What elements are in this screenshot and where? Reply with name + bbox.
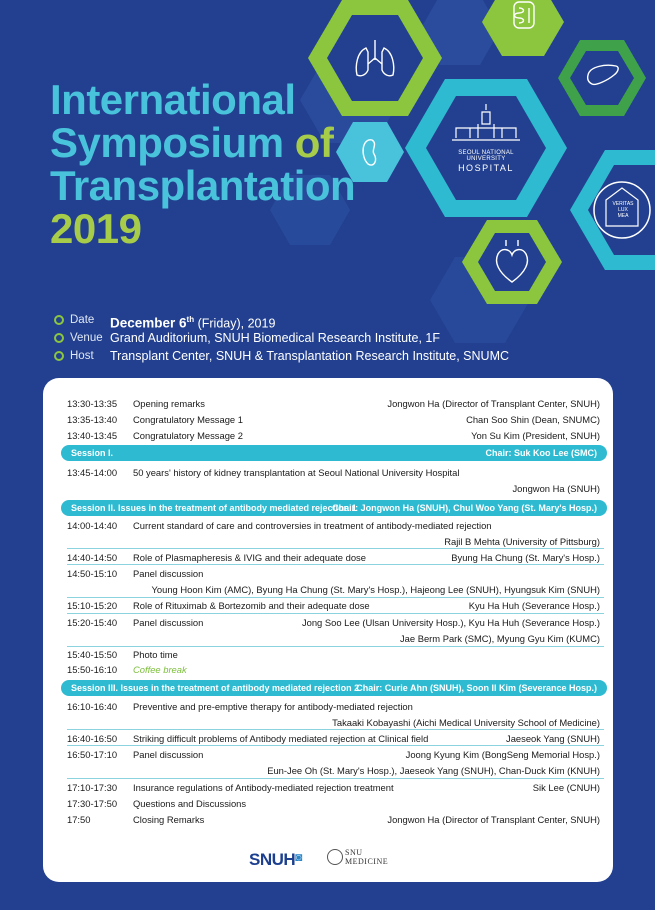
row-divider xyxy=(67,646,604,647)
program-row xyxy=(67,797,600,810)
row-speaker: Jong Soo Lee (Ulsan University Hosp.), Kyu Ha Huh (Severance Hosp.) xyxy=(301,617,600,628)
row-speaker: Kyu Ha Huh (Severance Hosp.) xyxy=(468,600,600,611)
session-name: Session I. xyxy=(71,448,114,458)
row-title: Photo time xyxy=(133,649,178,660)
program-row xyxy=(67,732,600,745)
row-time: 16:40-16:50 xyxy=(67,733,118,744)
symposium-title xyxy=(50,78,355,250)
title-line-1: International xyxy=(50,76,296,123)
seal-word-1: VERITAS xyxy=(612,201,634,207)
row-title: Insurance regulations of Antibody-mediated rejection treatment xyxy=(133,782,394,793)
program-row xyxy=(67,466,600,479)
session-header xyxy=(61,500,607,516)
venue-value: Grand Auditorium, SNUH Biomedical Research Institute, 1F xyxy=(110,331,440,345)
title-year: 2019 xyxy=(50,205,142,252)
row-divider xyxy=(67,548,604,549)
liver-hexagon xyxy=(558,40,646,116)
row-speaker: Young Hoon Kim (AMC), Byung Ha Chung (St. Mary's Hosp.), Hajeong Lee (SNUH), Hyungsuk Kim (SNUH) xyxy=(151,584,600,595)
program-row-cont xyxy=(67,482,600,495)
row-speaker: Jongwon Ha (Director of Transplant Center, SNUH) xyxy=(387,398,600,409)
program-row xyxy=(67,748,600,761)
row-time: 13:30-13:35 xyxy=(67,398,118,409)
row-time: 14:00-14:40 xyxy=(67,520,118,531)
row-time: 15:20-15:40 xyxy=(67,617,118,628)
title-symposium: Symposium xyxy=(50,119,284,166)
row-title: Opening remarks xyxy=(133,398,205,409)
program-row-cont xyxy=(67,535,600,548)
row-speaker: Jae Berm Park (SMC), Myung Gyu Kim (KUMC) xyxy=(399,633,600,644)
hospital-badge-line1: SEOUL NATIONAL UNIVERSITY xyxy=(458,150,514,162)
snuh-mark-icon: ◙ xyxy=(295,850,302,864)
seal-lettering xyxy=(610,201,636,219)
program-row xyxy=(67,413,600,426)
row-speaker: Jongwon Ha (SNUH) xyxy=(512,483,600,494)
program-row xyxy=(67,813,600,826)
session-name: Session II. Issues in the treatment of antibody mediated rejection 1 xyxy=(71,503,357,513)
row-title: Role of Plasmapheresis & IVIG and their adequate dose xyxy=(133,552,366,563)
title-line-3: Transplantation xyxy=(50,162,356,209)
row-speaker: Joong Kyung Kim (BongSeng Memorial Hosp.) xyxy=(405,749,600,760)
program-row xyxy=(67,663,600,676)
title-line-2 xyxy=(50,121,355,164)
row-divider xyxy=(67,613,604,614)
program-row-cont xyxy=(67,632,600,645)
row-speaker: Sik Lee (CNUH) xyxy=(532,782,600,793)
row-title: Questions and Discussions xyxy=(133,798,247,809)
program-row xyxy=(67,700,600,713)
row-title: Panel discussion xyxy=(133,617,204,628)
seal-word-2: LUX xyxy=(618,207,628,213)
program-row xyxy=(67,781,600,794)
row-divider xyxy=(67,564,604,565)
row-speaker: Jaeseok Yang (SNUH) xyxy=(506,733,600,744)
row-speaker: Rajil B Mehta (University of Pittsburg) xyxy=(444,536,600,547)
date-rest: (Friday), 2019 xyxy=(194,316,276,331)
program-row xyxy=(67,551,600,564)
row-title: Panel discussion xyxy=(133,568,204,579)
program-row xyxy=(67,648,600,661)
bullet-icon xyxy=(54,351,64,361)
intestine-hexagon xyxy=(482,0,564,56)
row-time: 15:40-15:50 xyxy=(67,649,118,660)
program-row-cont xyxy=(67,764,600,777)
row-time: 16:10-16:40 xyxy=(67,701,118,712)
snuh-logo-text: SNUH xyxy=(249,850,296,869)
seal-word-3: MEA xyxy=(617,213,629,219)
row-divider xyxy=(67,778,604,779)
row-title: Congratulatory Message 1 xyxy=(133,414,243,425)
host-value: Transplant Center, SNUH & Transplantation Research Institute, SNUMC xyxy=(110,349,510,363)
session-header xyxy=(61,445,607,461)
hospital-badge xyxy=(438,150,534,173)
row-time: 14:40-14:50 xyxy=(67,552,118,563)
snu-seal-small-icon xyxy=(327,849,343,865)
date-main: December 6 xyxy=(110,315,187,331)
program-row xyxy=(67,567,600,580)
program-row xyxy=(67,519,600,532)
row-speaker: Eun-Jee Oh (St. Mary's Hosp.), Jaeseok Yang (SNUH), Chan-Duck Kim (KNUH) xyxy=(267,765,600,776)
snuh-logo xyxy=(249,850,302,870)
row-time: 13:35-13:40 xyxy=(67,414,118,425)
session-chair: Chair: Curie Ahn (SNUH), Soon Il Kim (Severance Hosp.) xyxy=(356,683,597,693)
program-row xyxy=(67,429,600,442)
title-of: of xyxy=(294,119,334,166)
row-divider xyxy=(67,729,604,730)
row-speaker: Chan Soo Shin (Dean, SNUMC) xyxy=(466,414,600,425)
snu-logo-line1: SNU xyxy=(345,848,363,857)
row-title: Coffee break xyxy=(133,664,187,675)
session-chair: Chair: Suk Koo Lee (SMC) xyxy=(485,448,597,458)
snu-logo-line2: MEDICINE xyxy=(345,857,389,866)
program-row-cont xyxy=(67,716,600,729)
row-time: 17:10-17:30 xyxy=(67,782,118,793)
row-time: 15:50-16:10 xyxy=(67,664,118,675)
row-title: Congratulatory Message 2 xyxy=(133,430,243,441)
row-title: Role of Rituximab & Bortezomib and their adequate dose xyxy=(133,600,370,611)
bullet-icon xyxy=(54,315,64,325)
row-speaker: Takaaki Kobayashi (Aichi Medical University School of Medicine) xyxy=(332,717,600,728)
row-title: Current standard of care and controversies in treatment of antibody-mediated rejection xyxy=(133,520,492,531)
row-title: 50 years' history of kidney transplantation at Seoul National University Hospital xyxy=(133,467,460,478)
row-speaker: Yon Su Kim (President, SNUH) xyxy=(471,430,600,441)
date-sup: th xyxy=(186,315,195,324)
row-speaker: Byung Ha Chung (St. Mary's Hosp.) xyxy=(451,552,600,563)
row-title: Panel discussion xyxy=(133,749,204,760)
session-chair: Chair: Jongwon Ha (SNUH), Chul Woo Yang (St. Mary's Hosp.) xyxy=(332,503,597,513)
program-card xyxy=(43,378,613,882)
program-row xyxy=(67,397,600,410)
session-header xyxy=(61,680,607,696)
bullet-icon xyxy=(54,333,64,343)
snu-medicine-logo xyxy=(345,848,388,866)
program-row-cont xyxy=(67,583,600,596)
row-divider xyxy=(67,745,604,746)
row-time: 14:50-15:10 xyxy=(67,568,118,579)
row-time: 13:45-14:00 xyxy=(67,467,118,478)
row-time: 13:40-13:45 xyxy=(67,430,118,441)
session-name: Session III. Issues in the treatment of antibody mediated rejection 2 xyxy=(71,683,360,693)
row-title: Striking difficult problems of Antibody mediated rejection at Clinical field xyxy=(133,733,429,744)
date-label: Date xyxy=(70,314,95,326)
host-label: Host xyxy=(70,350,94,362)
row-speaker: Jongwon Ha (Director of Transplant Center, SNUH) xyxy=(387,814,600,825)
row-time: 15:10-15:20 xyxy=(67,600,118,611)
hospital-badge-line2: HOSPITAL xyxy=(458,163,514,173)
hospital-hexagon xyxy=(405,79,567,217)
row-time: 17:30-17:50 xyxy=(67,798,118,809)
row-title: Preventive and pre-emptive therapy for antibody-mediated rejection xyxy=(133,701,413,712)
program-row xyxy=(67,616,600,629)
row-divider xyxy=(67,597,604,598)
row-time: 17:50 xyxy=(67,814,91,825)
row-time: 16:50-17:10 xyxy=(67,749,118,760)
program-row xyxy=(67,599,600,612)
row-title: Closing Remarks xyxy=(133,814,205,825)
venue-label: Venue xyxy=(70,332,103,344)
